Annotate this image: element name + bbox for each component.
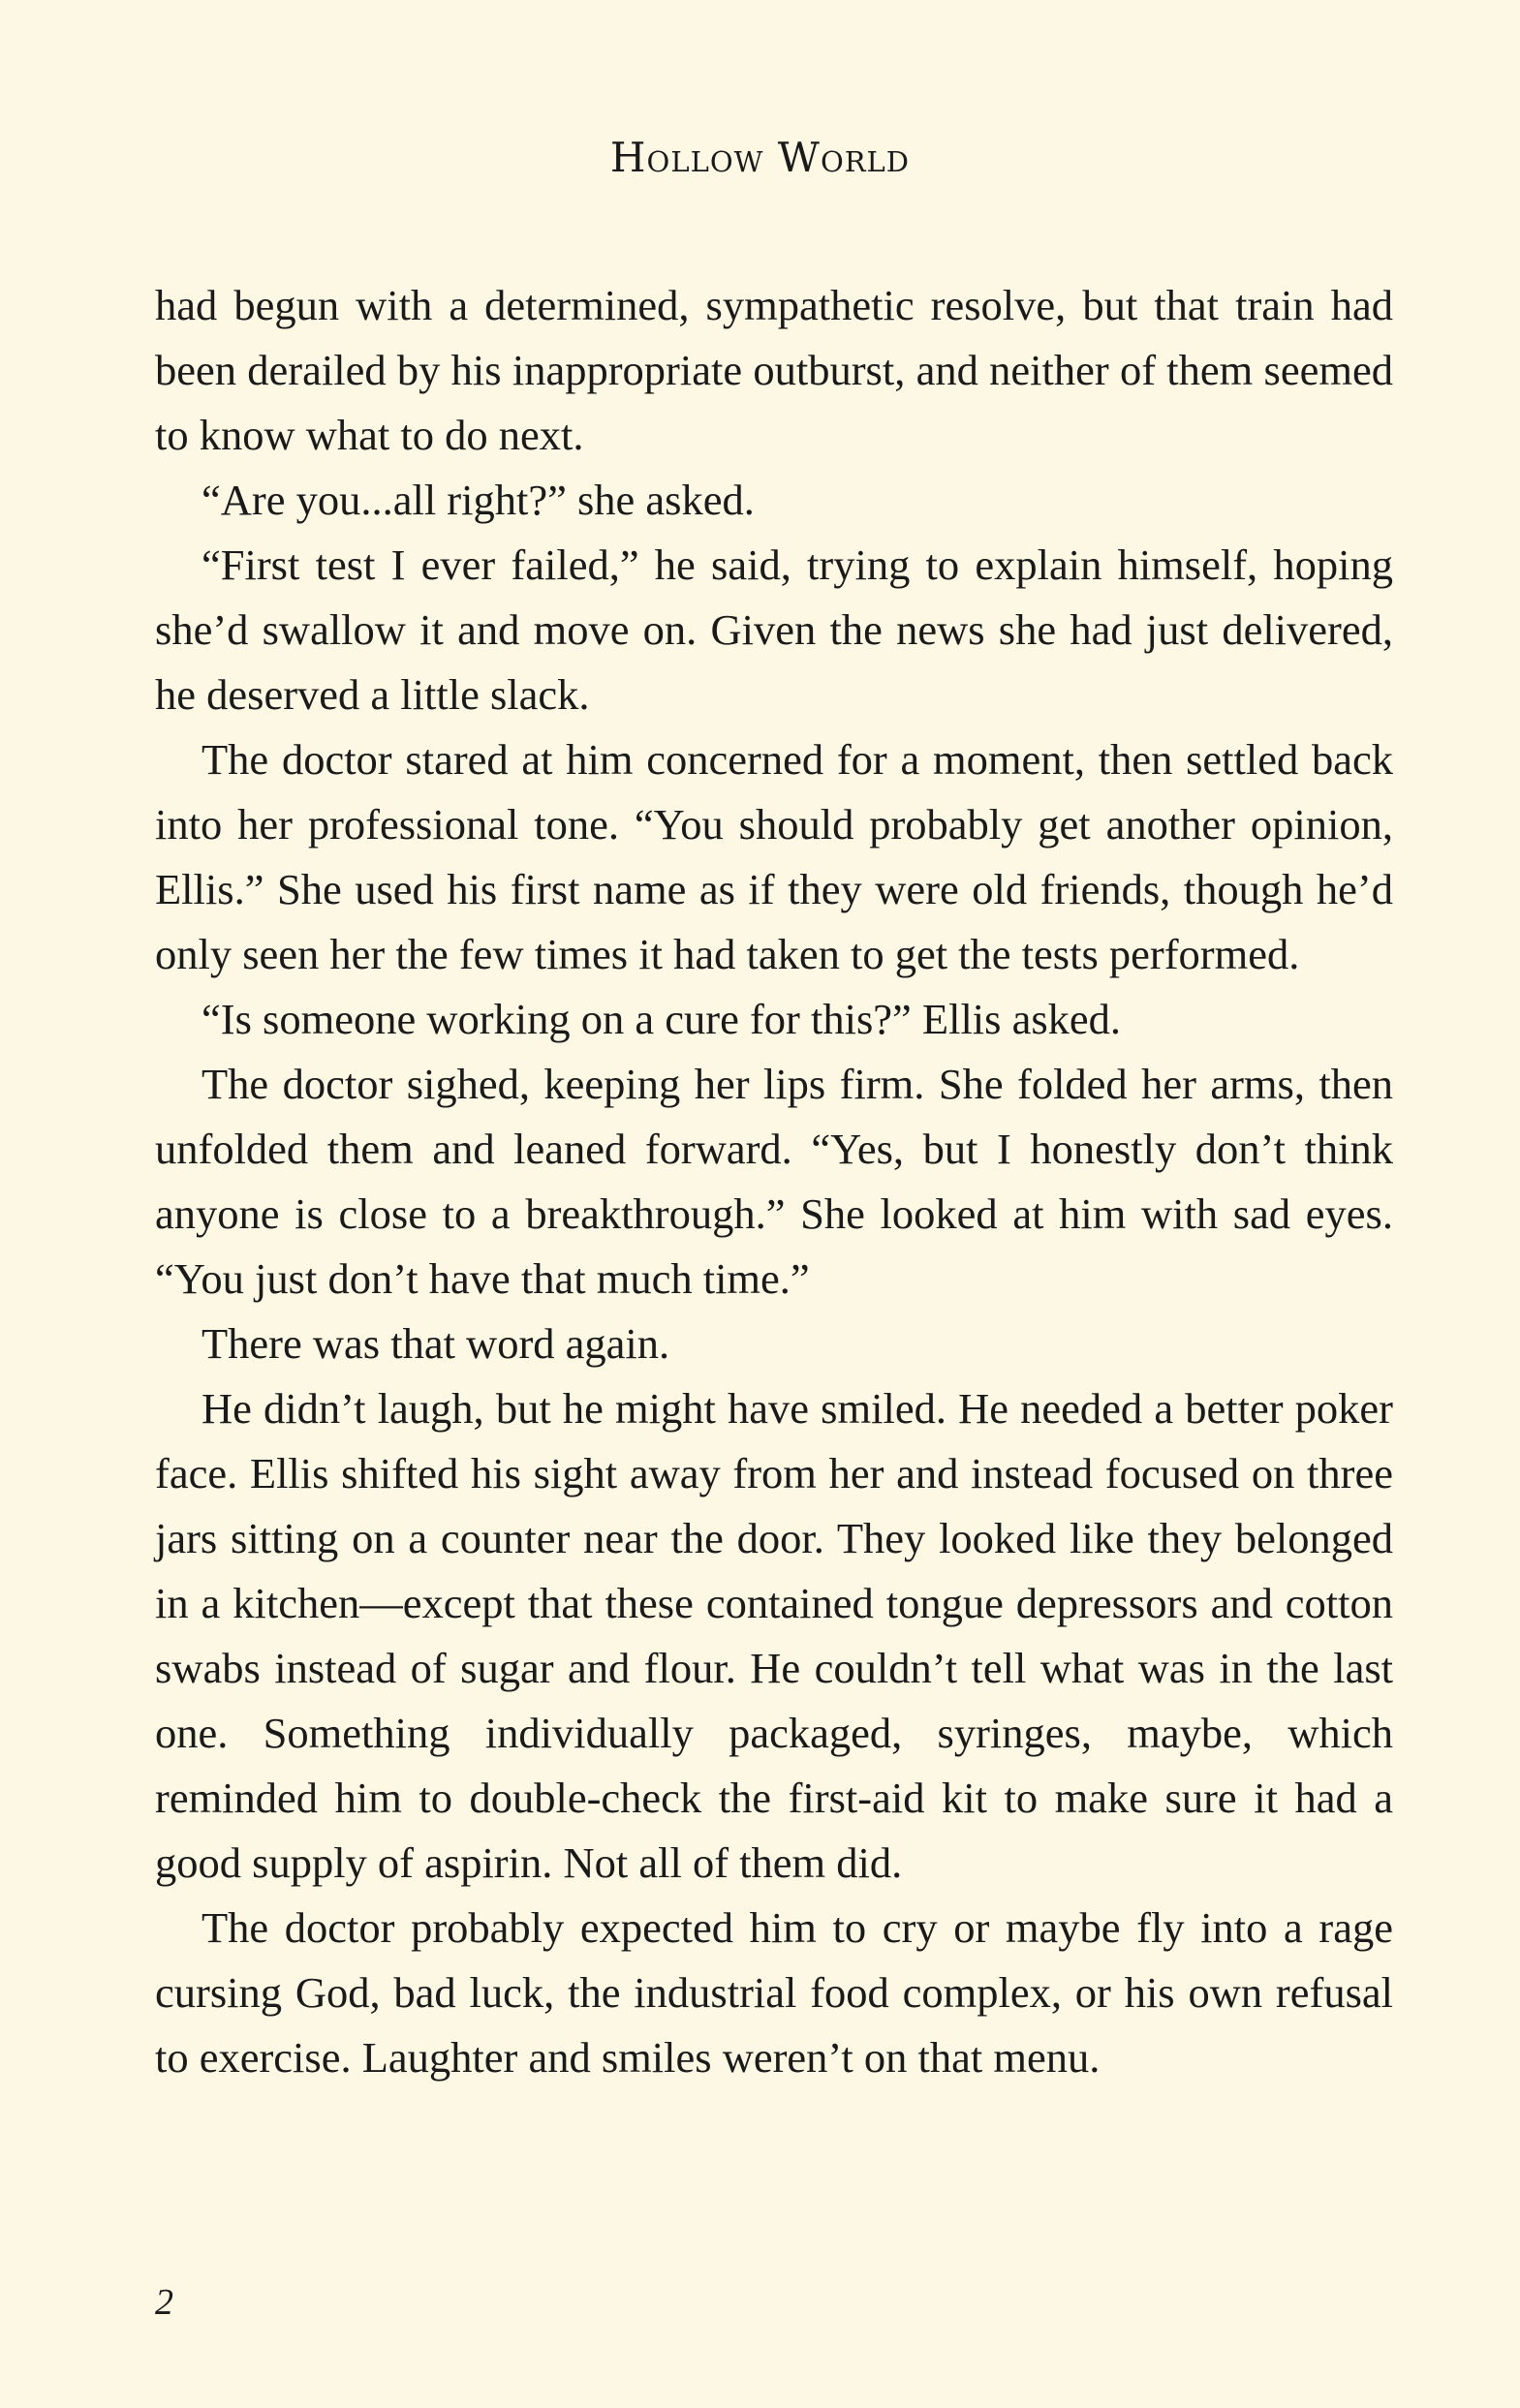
paragraph: He didn’t laugh, but he might have smiled. He needed a better poker face. Ellis shifted his sight away from her and instead focused on three jars sitting on a counter near the door. They looked like they belonged in a kitchen—except that these contained tongue depressors and cotton swabs instead of sugar and flour. He couldn’t tell what was in the last one. Something individually packaged, syringes, maybe, which reminded him to double-check the first-aid kit to make sure it had a good supply of aspirin. Not all of them did. [155,1384,1393,1887]
paragraph: “First test I ever failed,” he said, trying to explain himself, hoping she’d swallow it and move on. Given the news she had just delivered, he deserved a little slack. [155,540,1393,719]
paragraph: “Are you...all right?” she asked. [202,476,755,524]
paragraph: The doctor probably expected him to cry or maybe fly into a rage cursing God, bad luck, the industrial food complex, or his own refusal to exercise. Laughter and smiles weren’t on that menu. [155,1903,1393,2082]
paragraph: The doctor stared at him concerned for a moment, then settled back into her professional tone. “You should probably get another opinion, Ellis.” She used his first name as if they were old friends, though he’d only seen her the few times it had taken to get the tests performed. [155,735,1393,978]
paragraph: had begun with a determined, sympathetic resolve, but that train had been derailed by his inappropriate outburst, and neither of them seemed to know what to do next. [155,281,1393,459]
page-number: 2 [155,2282,173,2323]
body-text [155,273,1393,2090]
paragraph: “Is someone working on a cure for this?” Ellis asked. [202,995,1122,1043]
paragraph: The doctor sighed, keeping her lips firm. She folded her arms, then unfolded them and leaned forward. “Yes, but I honestly don’t think anyone is close to a breakthrough.” She looked at him with sad eyes. “You just don’t have that much time.” [155,1060,1393,1303]
running-head: Hollow World [609,134,911,181]
paragraph: There was that word again. [202,1319,670,1368]
